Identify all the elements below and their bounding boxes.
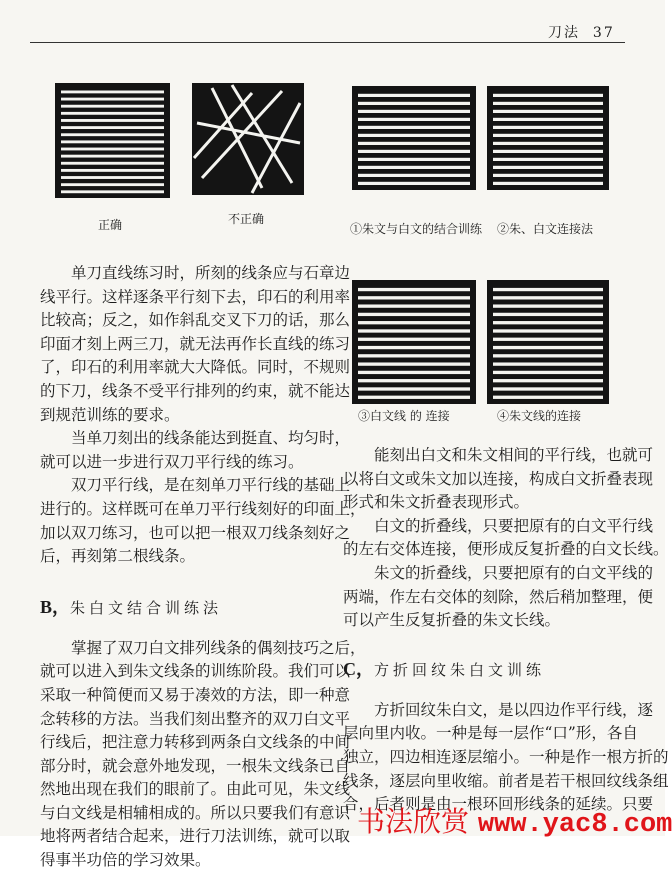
paragraph-line: 得事半功倍的学习效果。 bbox=[40, 851, 211, 870]
stripe bbox=[358, 182, 470, 185]
stripe bbox=[493, 296, 603, 299]
stripe bbox=[61, 98, 164, 101]
chapter-title: 刀法 bbox=[548, 25, 580, 41]
stripe bbox=[358, 102, 470, 105]
stripe bbox=[358, 371, 470, 374]
stripe bbox=[61, 140, 164, 143]
stripe bbox=[493, 362, 603, 365]
stripe bbox=[493, 304, 603, 307]
stripe bbox=[358, 338, 470, 341]
stripe bbox=[358, 158, 470, 161]
stripe bbox=[61, 112, 164, 115]
paragraph-line: 与白文线是相辅相成的。所以只要我们有意识 bbox=[40, 803, 351, 822]
stripe bbox=[493, 338, 603, 341]
caption-3: ③白文线 的 连接 bbox=[358, 409, 450, 423]
stripe bbox=[358, 288, 470, 291]
paragraph-line: 方折回纹朱白文，是以四边作平行线，逐 bbox=[374, 700, 654, 719]
stripe bbox=[493, 313, 603, 316]
paragraph-line: 念转移的方法。当我们刻出整齐的双刀白文平 bbox=[40, 709, 351, 728]
caption-correct: 正确 bbox=[98, 218, 123, 232]
stripe bbox=[493, 321, 603, 324]
caption-4: ④朱文线的连接 bbox=[497, 409, 582, 423]
section-title: 朱白文结合训练法 bbox=[70, 598, 223, 617]
stripe bbox=[493, 102, 603, 105]
figure-zhu-bai-connect bbox=[487, 86, 609, 190]
paragraph-line: 的下刀，线条不受平行排列的约束，就不能达 bbox=[40, 381, 351, 400]
stripe bbox=[358, 354, 470, 357]
stripe bbox=[493, 346, 603, 349]
stripe bbox=[358, 321, 470, 324]
page-number: 37 bbox=[592, 25, 615, 41]
stripe bbox=[61, 169, 164, 172]
header-rule bbox=[30, 42, 625, 43]
section-heading bbox=[343, 639, 623, 699]
section-heading bbox=[40, 577, 330, 637]
figure-baiwen-connect bbox=[352, 280, 476, 404]
stripe bbox=[358, 166, 470, 169]
stripe bbox=[493, 387, 603, 390]
stripe bbox=[61, 90, 164, 93]
paragraph-line: 了，印石的利用率就大大降低。同时，不规则 bbox=[40, 358, 351, 377]
paragraph-line: 就可以进一步进行双刀平行线的练习。 bbox=[40, 452, 304, 471]
section-letter: C， bbox=[343, 658, 374, 679]
stripe bbox=[358, 110, 470, 113]
paragraph-line: 进行的。这样既可在单刀平行线刻好的印面上， bbox=[40, 499, 366, 518]
paragraph-line: 可以产生反复折叠的朱文长线。 bbox=[343, 611, 561, 630]
stripe bbox=[493, 110, 603, 113]
paragraph-line: 双刀平行线，是在刻单刀平行线的基础上 bbox=[71, 476, 351, 495]
paragraph-line: 层向里内收。一种是每一层作“口”形，各自 bbox=[343, 724, 638, 743]
figure-zhu-bai-combined bbox=[352, 86, 476, 190]
paragraph-line: 线条，逐层向里收缩。前者是若干根回纹线条组 bbox=[343, 771, 669, 790]
stripe bbox=[358, 362, 470, 365]
stripe bbox=[358, 142, 470, 145]
paragraph-line: 加以双刀练习，也可以把一根双刀线条刻好之 bbox=[40, 523, 351, 542]
stripe bbox=[493, 288, 603, 291]
stripe bbox=[61, 105, 164, 108]
paragraph-line: 以将白文或朱文加以连接，构成白文折叠表现 bbox=[343, 469, 654, 488]
stripe bbox=[358, 118, 470, 121]
figure-zhuwen-connect bbox=[487, 280, 609, 404]
figure-incorrect-lines bbox=[192, 83, 304, 195]
paragraph-line: 当单刀刻出的线条能达到挺直、均匀时， bbox=[71, 429, 351, 448]
caption-1: ①朱文与白文的结合训练 bbox=[350, 222, 483, 236]
stripe bbox=[358, 150, 470, 153]
stripe bbox=[493, 354, 603, 357]
paragraph-line: 到规范训练的要求。 bbox=[40, 405, 180, 424]
stripe bbox=[61, 176, 164, 179]
stripe bbox=[61, 183, 164, 186]
stripe bbox=[61, 133, 164, 136]
paragraph-line: 地将两者结合起来，进行刀法训练，就可以取 bbox=[40, 827, 351, 846]
stripe bbox=[493, 142, 603, 145]
stripe bbox=[358, 174, 470, 177]
paragraph-line: 的左右交体连接，便形成反复折叠的白文长线。 bbox=[343, 540, 669, 559]
paragraph-line: 单刀直线练习时，所刻的线条应与石章边 bbox=[71, 264, 351, 282]
stripe bbox=[358, 94, 470, 97]
paragraph-line: 线平行。这样逐条平行刻下去，印石的利用率 bbox=[40, 287, 351, 306]
paragraph-line: 两端，作左右交体的刻除，然后稍加整理，便 bbox=[343, 587, 654, 606]
paragraph-line: 形式和朱文折叠表现形式。 bbox=[343, 493, 530, 512]
stripe bbox=[358, 126, 470, 129]
paragraph-line: 采取一种简便而又易于凑效的方法，即一种意 bbox=[40, 685, 351, 704]
stripe bbox=[493, 396, 603, 399]
stripe bbox=[493, 371, 603, 374]
section-letter: B， bbox=[40, 596, 71, 617]
stripe bbox=[493, 166, 603, 169]
stripe bbox=[493, 158, 603, 161]
stripe bbox=[358, 313, 470, 316]
stripe bbox=[493, 174, 603, 177]
stripe bbox=[61, 126, 164, 129]
paragraph-line: 行线后，把注意力转移到两条白文线条的中间 bbox=[40, 733, 351, 752]
stripe bbox=[493, 329, 603, 332]
stripe bbox=[61, 190, 164, 193]
stripe bbox=[61, 155, 164, 158]
stripe bbox=[358, 396, 470, 399]
caption-incorrect: 不正确 bbox=[228, 212, 265, 226]
stripe bbox=[358, 346, 470, 349]
watermark bbox=[357, 800, 672, 840]
watermark-url: www.yac8.com bbox=[477, 810, 672, 840]
paragraph-line: 合，后者则是由一根环回形线条的延续。只要 bbox=[343, 795, 654, 814]
stripe bbox=[493, 150, 603, 153]
stripe bbox=[493, 182, 603, 185]
stripe bbox=[493, 94, 603, 97]
paragraph-line: 就可以进入到朱文线条的训练阶段。我们可以 bbox=[40, 662, 351, 681]
stripe bbox=[61, 162, 164, 165]
stripe bbox=[61, 148, 164, 151]
figure-correct-lines bbox=[55, 83, 170, 198]
stripe bbox=[493, 118, 603, 121]
paragraph-line: 比较高；反之，如作斜乱交叉下刀的话，那么 bbox=[40, 311, 351, 330]
paragraph-line: 白文的折叠线，只要把原有的白文平行线 bbox=[374, 516, 654, 535]
left-column bbox=[40, 262, 366, 873]
stripe bbox=[493, 126, 603, 129]
stripe bbox=[358, 134, 470, 137]
stripe bbox=[493, 379, 603, 382]
stripe bbox=[358, 379, 470, 382]
caption-2: ②朱、白文连接法 bbox=[497, 222, 594, 236]
stripe bbox=[493, 134, 603, 137]
paragraph-line: 能刻出白文和朱文相间的平行线，也就可 bbox=[374, 446, 654, 464]
watermark-cn: 书法欣赏 bbox=[357, 805, 470, 838]
paragraph-line: 后，再刻第二根线条。 bbox=[40, 547, 196, 566]
stripe bbox=[358, 304, 470, 307]
stripe bbox=[358, 329, 470, 332]
paragraph-line: 然地出现在我们的眼前了。由此可见，朱文线 bbox=[40, 780, 351, 799]
paragraph-line: 独立，四边相连逐层缩小。一种是作一根方折的 bbox=[343, 747, 669, 766]
stripe bbox=[358, 296, 470, 299]
paragraph-line: 印面才刻上两三刀，就无法再作长直线的练习 bbox=[40, 334, 351, 353]
paragraph-line: 朱文的折叠线，只要把原有的白文平线的 bbox=[374, 563, 654, 582]
section-title: 方折回纹朱白文训练 bbox=[374, 660, 546, 679]
running-header bbox=[548, 22, 615, 42]
paragraph-line: 部分时，就会意外地发现，一根朱文线条已自 bbox=[40, 756, 351, 775]
stripe bbox=[61, 119, 164, 122]
right-column bbox=[343, 444, 669, 817]
paragraph-line: 掌握了双刀白文排列线条的偶刻技巧之后， bbox=[71, 638, 366, 657]
stripe bbox=[358, 387, 470, 390]
